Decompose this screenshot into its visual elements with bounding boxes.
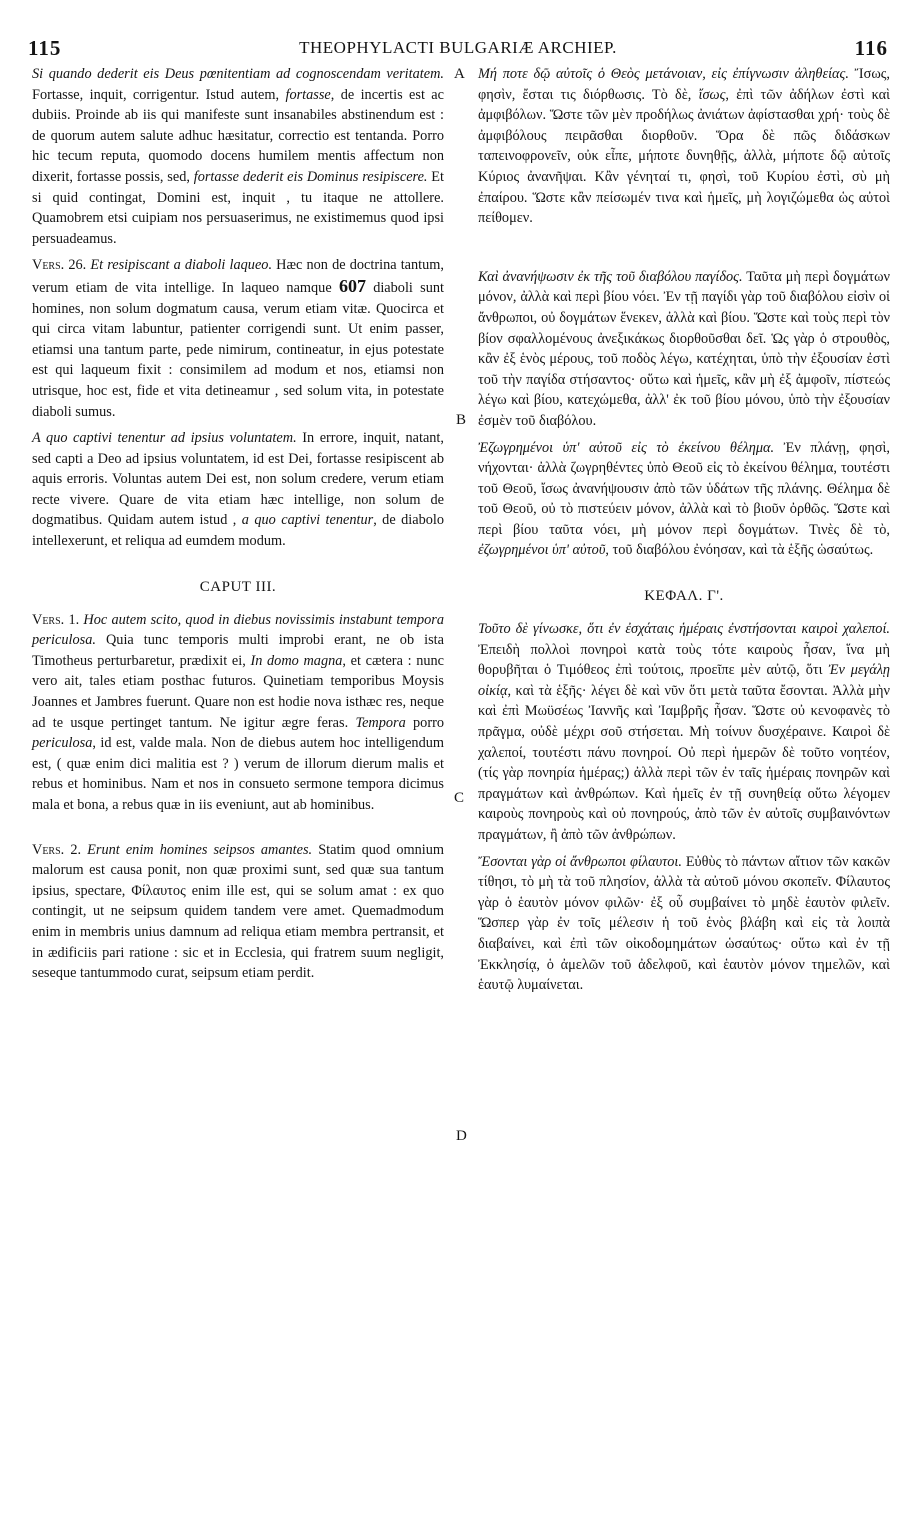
- greek-paragraph-1: [478, 64, 890, 229]
- greek-lemma: Ἐζωγρημένοι ὑπ' αὐτοῦ εἰς τὸ ἐκείνου θέλημα.: [478, 439, 775, 456]
- greek-lemma: Καὶ ἀνανήψωσιν ἐκ τῆς τοῦ διαβόλου παγίδος.: [478, 268, 743, 285]
- greek-italic: Ἐν μεγάλῃ οἰκίᾳ: [478, 662, 890, 699]
- greek-paragraph-4: [478, 619, 890, 846]
- verse-number: Vers. 1.: [32, 611, 80, 628]
- greek-text: Ἐπειδὴ πολλοὶ πονηροὶ κατὰ τοὺς τότε καιροὺς ἦσαν, ἵνα μὴ θορυβῆται ὁ Τιμόθεος ἐπὶ τούτοις, προεῖπε μὲν αὐτῷ, ὅτι: [478, 641, 890, 679]
- latin-lemma: Hoc autem scito, quod in diebus novissimis instabunt tempora periculosa.: [32, 611, 445, 649]
- latin-text: , id est, valde mala. Non de diebus autem hoc intelligendum est, ( quæ enim dici malitia est ? ) verum de illorum dierum malis et rebus et hominibus. Nam et nos in consueto sermone tempora dicimus mala et bona, a rebus quæ in iis eveniunt, aut ab hominibus.: [32, 735, 444, 813]
- greek-text: , τοῦ διαβόλου ἐνόησαν, καὶ τὰ ἑξῆς ὡσαύτως.: [605, 542, 874, 559]
- margin-letter-c: C: [454, 790, 465, 806]
- greek-column: [478, 64, 890, 996]
- latin-text: porro: [405, 714, 444, 731]
- latin-text: Quia tunc temporis multi improbi erant, ne ob ista Timotheus perturbaretur, prædixit ei,: [32, 632, 444, 669]
- latin-paragraph-5: [32, 840, 444, 984]
- latin-lemma: Erunt enim homines seipsos amantes.: [87, 841, 313, 858]
- greek-lemma: Μή ποτε δῷ αὐτοῖς ὁ Θεὸς μετάνοιαν, εἰς ἐπίγνωσιν ἀληθείας.: [478, 66, 849, 82]
- greek-paragraph-2: [478, 267, 890, 432]
- latin-text: Hæc non de doctrina tantum, verum etiam de vita intellige. In laqueo namque: [32, 257, 444, 296]
- running-title: THEOPHYLACTI BULGARIÆ ARCHIEP.: [299, 38, 617, 57]
- greek-paragraph-3: [478, 438, 890, 562]
- margin-letter-a: A: [454, 66, 465, 82]
- latin-italic: Tempora: [355, 714, 406, 731]
- verse-number: Vers. 2.: [32, 841, 82, 858]
- latin-column: [32, 64, 444, 984]
- latin-paragraph-2: [32, 255, 444, 422]
- greek-text: Ἐν πλάνῃ, φησὶ, νήχονται· ἀλλὰ ζωγρηθέντες ὑπὸ Θεοῦ εἰς τὸ ἐκείνου θέλημα, τουτέστι τοῦ Θεοῦ, ἴσως ἀνανήψουσιν ἀπὸ τῶν ὑδάτων τῆς πλάνης. Θέλημα δὲ τοῦ Θεοῦ, οὐ τὸ πιστεύειν μόνον, ἀλλὰ καὶ τὸ βιοῦν ὀρθῶς. Ὥστε καὶ περὶ βίου ταῦτα νόει, μὴ μόνον περὶ δογμάτων. Τινὲς δὲ τὸ,: [478, 439, 890, 538]
- verse-number: Vers. 26.: [32, 257, 87, 274]
- latin-lemma: A quo captivi tenentur ad ipsius voluntatem.: [32, 430, 297, 447]
- latin-italic: a quo captivi tenentur: [241, 512, 374, 529]
- right-page-number: 116: [854, 36, 888, 60]
- latin-lemma: Et resipiscant a diaboli laqueo.: [90, 257, 273, 274]
- greek-paragraph-5: [478, 852, 890, 996]
- greek-lemma: Τοῦτο δὲ γίνωσκε, ὅτι ἐν ἐσχάταις ἡμέραις ἐνστήσονται καιροὶ χαλεποί.: [478, 621, 890, 638]
- latin-text: Statim quod omnium malorum est causa ponit, non quæ proximi sunt, sed quæ sua tantum ipsius, spectare, Φίλαυτος enim ille est, qui se solum amat : ex quo contingit, ut ne seipsum quidem tandem vere amet. Quemadmodum enim in membris unius damnum ad reliqua etiam membra pertransit, et in ædificiis pari ratione : sic et in Ecclesia, qui fratrem suum negligit, seseque tantummodo curat, seipsum etiam perdit.: [32, 841, 444, 982]
- margin-letter-d: D: [456, 1128, 467, 1144]
- latin-italic: fortasse dederit eis Dominus resipiscere.: [193, 168, 428, 185]
- latin-text: , de diabolo intellexerunt, et reliqua ad eumdem modum.: [32, 512, 444, 550]
- latin-chapter-heading: CAPUT III.: [199, 578, 277, 595]
- left-page-number: 115: [28, 36, 62, 60]
- latin-italic: In domo magna: [250, 652, 343, 669]
- greek-chapter-heading: ΚΕΦΑΛ. Γ'.: [644, 588, 724, 605]
- page-header: [28, 36, 888, 62]
- latin-italic: periculosa: [32, 735, 93, 752]
- latin-text: diaboli sunt homines, non solum dogmatum causa, verum etiam vitæ. Quocirca et qui circa vitam labuntur, patienter corrigendi sunt. Ut enim passer, etiamsi una tantum parte, pede nimirum, contineatur, in ejus potestate est qui laqueum fixit : consimilem ad modum et nos, etiamsi non utrisque, hoc est, fide et vita detineamur , sed solum vita, in potestate diaboli sumus.: [32, 279, 444, 420]
- latin-italic: fortasse: [285, 86, 331, 103]
- greek-lemma: Ἔσονται γὰρ οἱ ἄνθρωποι φίλαυτοι.: [478, 853, 682, 870]
- latin-paragraph-1: [32, 64, 444, 249]
- margin-letter-b: B: [456, 412, 467, 428]
- latin-text: , de incertis est ac dubiis. Proinde ab iis qui manifeste sunt insanabiles abstinendum est : de quorum autem salute adhuc hæsitatur, correctio est tentanda. Porro hic tecum reputa, quomodo docens humilem mentis affectum non dixerit, fortasse possis, sed,: [32, 86, 444, 185]
- greek-text: Ταῦτα μὴ περὶ δογμάτων μόνον, ἀλλὰ καὶ περὶ βίου νόει. Ἐν τῇ παγίδι γὰρ τοῦ διαβόλου εἰσὶν οἱ ἄνθρωποι, οὐ δογμάτων ἕνεκεν, ἀλλὰ καὶ βίου. Ὥστε καὶ τοὺς περὶ τὸν βίον σφαλλομένους ἀνεξικάκως διορθοῦσθαι δεῖ. Ὡς γὰρ ὁ στρουθὸς, κἂν ἐξ ἑνὸς μέρους, τοῦ ποδὸς λέγω, κατέχηται, ὑπὸ τὴν ἐξουσίαν ἐστὶ τοῦ τὴν παγίδα στήσαντος· οὕτω καὶ ἡμεῖς, κἂν μὴ ἐξ ἀμφοῖν, πίστεώς λέγω καὶ βίου, κατεχώμεθα, ἀλλ' ἐκ τοῦ βίου μόνου, ὑπὸ τὴν ἐξουσίαν ἐσμὲν τοῦ διαβόλου.: [478, 268, 890, 429]
- greek-text: Ἴσως, φησὶν, ἔσται τις διόρθωσις. Τὸ δὲ,: [478, 66, 890, 103]
- greek-text: , καὶ τὰ ἑξῆς· λέγει δὲ καὶ νῦν ὅτι μετὰ ταῦτα ἔσονται. Ἀλλὰ μὴν καὶ ἐπὶ Μωϋσέως Ἰαννῆς καὶ Ἰαμβρῆς ἦσαν. Ὥστε οὐ κενοφανὲς τὸ πρᾶγμα, οὐδὲ μέχρι σοῦ στήσεται. Μὴ τοίνυν δυσχέραινε. Καιροὶ δὲ χαλεποί, τουτέστι πάνυ πονηροί. Οὐ περὶ ἡμερῶν δὲ τοῦτο νοητέον, (τίς γὰρ πονηρία ἡμέρας;) ἀλλὰ περὶ τῶν ἐν ταῖς ἡμέραις πονηρῶν καὶ πραγμάτων καὶ ἀνθρώπων. Καὶ ἡμεῖς ἐν τῇ συνηθείᾳ οὕτω λέγομεν καιροὺς πονηροὺς καὶ οὐ πονηρούς, ἀπὸ τῶν ἐν αὐτοῖς συμβαινόντων πραγμάτων, ἢ ἀπὸ τῶν ἀνθρώπων.: [478, 682, 890, 843]
- latin-text: In errore, inquit, natant, sed capti a Deo ad ipsius voluntatem, id est Dei, fortasse resipiscent ab aquis erroris. Voluntas autem Dei est, non solum credere, verum etiam recte vivere. Quare de vita etiam hæc intellige, non solum de dogmatibus. Quidam autem istud ,: [32, 430, 444, 529]
- latin-text: Fortasse, inquit, corrigentur. Istud autem,: [32, 86, 286, 103]
- greek-italic: ἴσως: [698, 86, 726, 103]
- greek-italic: ἐζωγρημένοι ὑπ' αὐτοῦ: [478, 542, 606, 559]
- latin-text: , et cætera : nunc vero ait, tales etiam posthac futuros. Quinetiam temporibus Moysis Joannes et Jambres fuerunt. Quare non est hodie nova isthæc res, neque ad te usque pertinget tantum. Ne igitur ægre feras.: [32, 652, 444, 731]
- column-number: 607: [338, 275, 366, 296]
- latin-lemma: Si quando dederit eis Deus pœnitentiam ad cognoscendam veritatem.: [32, 66, 444, 82]
- latin-text: Et si quid contingat, Domini est, inquit , tu itaque ne attollere. Quamobrem etsi cuipiam nos persuaserimus, ne existimemus quod ipsi persuadeamus.: [32, 168, 445, 247]
- latin-paragraph-4: [32, 610, 444, 816]
- latin-paragraph-3: [32, 428, 444, 552]
- greek-text: Εὐθὺς τὸ πάντων αἴτιον τῶν κακῶν τίθησι, τὸ μὴ τὰ τοῦ πλησίον, ἀλλὰ τὰ αὐτοῦ μόνου σκοπεῖν. Φίλαυτος γὰρ ὁ ἑαυτὸν μόνον φιλῶν· ἐξ οὗ συμβαίνει τὸ μηδὲ ἑαυτὸν φιλεῖν. Ὥσπερ γὰρ ἐν τοῖς μέλεσιν ἡ τοῦ ἑνὸς βλάβη καὶ εἰς τὰ λοιπὰ διαβαίνει, καὶ ἐπὶ τῶν οἰκοδομημάτων ὡσαύτως· οὕτω καὶ ἐν τῇ Ἐκκλησίᾳ, ὁ ἀμελῶν τοῦ ἀδελφοῦ, καὶ ἑαυτὸν μόνον τημελῶν, καὶ ἑαυτῷ λυμαίνεται.: [478, 853, 890, 994]
- greek-text: , ἐπὶ τῶν ἀδήλων ἐστὶ καὶ ἀμφιβόλων. Ὥστε τῶν μὲν προδήλως ἀνιάτων ἀφίστασθαι χρή· τοὺς δὲ ἀμφιβόλους πειρᾶσθαι διορθοῦν. Ὅρα δὲ πῶς διδάσκων ταπεινοφρονεῖν, οὐκ εἶπε, μήποτε δυνηθῇς, ἀλλὰ, μήποτε δῷ αὐτοῖς Κύριος ἀνανῆψαι. Κἂν γένηταί τι, φησὶ, τοῦ Κυρίου ἐστὶ, σὺ μὴ ἐπαίρου. Ὥστε κἂν πείσωμέν τινα καὶ ἡμεῖς, μὴ λογιζώμεθα ὡς αὐτοὶ πείθομεν.: [478, 86, 890, 227]
